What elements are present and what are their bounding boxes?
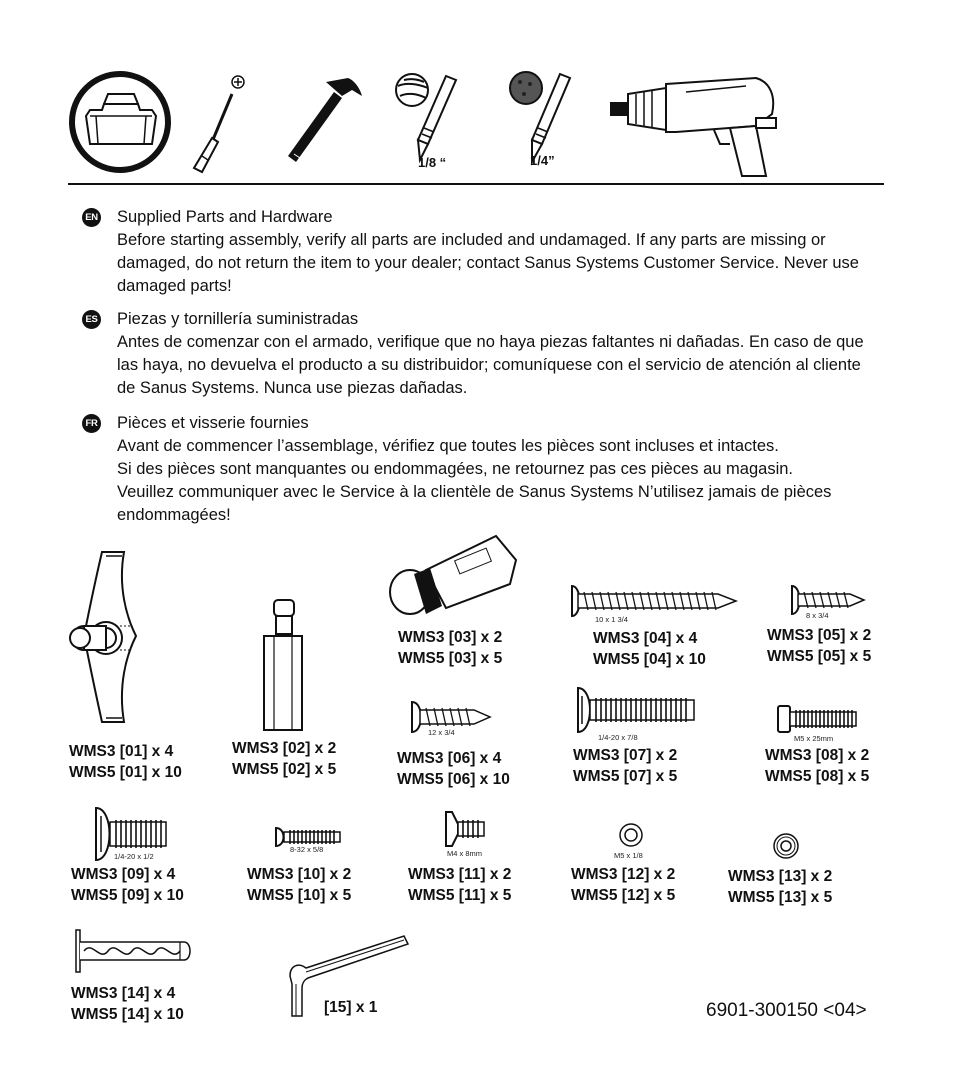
part-11-flat-screw-illustration bbox=[444, 810, 488, 848]
part-08-bolt-illustration bbox=[776, 704, 860, 734]
section-fr-title: Pièces et visserie fournies bbox=[117, 414, 309, 432]
part-12-size-tag: M5 x 1/8 bbox=[614, 851, 643, 860]
part-03-wms3-line: WMS3 [03] x 2 bbox=[398, 629, 503, 646]
part-04-size-tag: 10 x 1 3/4 bbox=[595, 615, 628, 624]
part-07-label bbox=[573, 745, 677, 787]
screwdriver-icon bbox=[188, 72, 248, 176]
power-drill-icon bbox=[606, 72, 784, 180]
part-11-wms5-line: WMS5 [11] x 5 bbox=[408, 887, 512, 904]
part-05-label bbox=[767, 625, 871, 667]
part-14-label bbox=[71, 983, 184, 1025]
language-badge-fr: FR bbox=[82, 414, 101, 433]
part-02-label bbox=[232, 738, 336, 780]
part-09-wms3-line: WMS3 [09] x 4 bbox=[71, 866, 176, 883]
part-11-wms3-line: WMS3 [11] x 2 bbox=[408, 866, 512, 883]
part-09-size-tag: 1/4-20 x 1/2 bbox=[114, 852, 154, 861]
part-10-size-tag: 8-32 x 5/8 bbox=[290, 845, 324, 854]
bit-size-small-label: 1/8 “ bbox=[418, 155, 447, 170]
language-badge-en: EN bbox=[82, 208, 101, 227]
section-en-title: Supplied Parts and Hardware bbox=[117, 208, 333, 226]
section-fr-body bbox=[117, 435, 877, 527]
part-06-label bbox=[397, 748, 510, 790]
part-04-label bbox=[593, 628, 706, 670]
part-10-wms5-line: WMS5 [10] x 5 bbox=[247, 887, 352, 904]
part-13-wms5-line: WMS5 [13] x 5 bbox=[728, 889, 833, 906]
section-en-body: Before starting assembly, verify all parts are included and undamaged. If any parts are missing or damaged, do not return the item to your dealer; contact Sanus Systems Customer Service. Never use damaged parts! bbox=[117, 231, 859, 295]
part-01-wms3-line: WMS3 [01] x 4 bbox=[69, 743, 174, 760]
part-12-washer-illustration bbox=[618, 822, 644, 848]
part-05-size-tag: 8 x 3/4 bbox=[806, 611, 829, 620]
part-02-standoff-illustration bbox=[256, 596, 310, 736]
part-05-wms5-line: WMS5 [05] x 5 bbox=[767, 648, 872, 665]
section-fr-body-line: Avant de commencer l’assemblage, vérifiez que toutes les pièces sont incluses et intactes. bbox=[117, 437, 779, 455]
part-10-label bbox=[247, 864, 351, 906]
part-07-wms3-line: WMS3 [07] x 2 bbox=[573, 747, 678, 764]
part-01-wms5-line: WMS5 [01] x 10 bbox=[69, 764, 182, 781]
part-03-connector-illustration bbox=[386, 530, 526, 620]
toolbox-icon bbox=[68, 70, 172, 174]
part-01-bracket-illustration bbox=[66, 546, 146, 732]
part-06-wms3-line: WMS3 [06] x 4 bbox=[397, 750, 502, 767]
section-fr-body-line: Veuillez communiquer avec le Service à la clientèle de Sanus Systems N’utilisez jamais de pièces endommagées! bbox=[117, 483, 832, 524]
part-04-wms3-line: WMS3 [04] x 4 bbox=[593, 630, 698, 647]
part-06-size-tag: 12 x 3/4 bbox=[428, 728, 455, 737]
part-12-label bbox=[571, 864, 675, 906]
part-03-wms5-line: WMS5 [03] x 5 bbox=[398, 650, 503, 667]
part-04-wms5-line: WMS5 [04] x 10 bbox=[593, 651, 706, 668]
tools-divider bbox=[68, 183, 884, 185]
section-fr-body-line: Si des pièces sont manquantes ou endommagées, ne retournez pas ces pièces au magasin. bbox=[117, 460, 793, 478]
part-07-bolt-illustration bbox=[574, 686, 700, 734]
part-14-wms3-line: WMS3 [14] x 4 bbox=[71, 985, 176, 1002]
part-15-quantity-line: [15] x 1 bbox=[324, 999, 378, 1016]
part-07-size-tag: 1/4-20 x 7/8 bbox=[598, 733, 638, 742]
part-06-wms5-line: WMS5 [06] x 10 bbox=[397, 771, 510, 788]
part-09-label bbox=[71, 864, 184, 906]
part-08-wms5-line: WMS5 [08] x 5 bbox=[765, 768, 870, 785]
part-10-wms3-line: WMS3 [10] x 2 bbox=[247, 866, 352, 883]
part-08-wms3-line: WMS3 [08] x 2 bbox=[765, 747, 870, 764]
document-number: 6901-300150 <04> bbox=[706, 1000, 867, 1021]
part-13-wms3-line: WMS3 [13] x 2 bbox=[728, 868, 833, 885]
part-09-wms5-line: WMS5 [09] x 10 bbox=[71, 887, 184, 904]
part-07-wms5-line: WMS5 [07] x 5 bbox=[573, 768, 678, 785]
part-14-anchor-illustration bbox=[72, 928, 194, 974]
part-14-wms5-line: WMS5 [14] x 10 bbox=[71, 1006, 184, 1023]
language-badge-es: ES bbox=[82, 310, 101, 329]
part-12-wms3-line: WMS3 [12] x 2 bbox=[571, 866, 676, 883]
part-11-label bbox=[408, 864, 511, 906]
part-05-wms3-line: WMS3 [05] x 2 bbox=[767, 627, 872, 644]
part-03-label bbox=[398, 627, 502, 669]
section-es-title: Piezas y tornillería suministradas bbox=[117, 310, 359, 328]
part-08-size-tag: M5 x 25mm bbox=[794, 734, 834, 743]
part-08-label bbox=[765, 745, 869, 787]
part-12-wms5-line: WMS5 [12] x 5 bbox=[571, 887, 676, 904]
part-02-wms5-line: WMS5 [02] x 5 bbox=[232, 761, 337, 778]
part-02-wms3-line: WMS3 [02] x 2 bbox=[232, 740, 337, 757]
part-15-label bbox=[324, 997, 377, 1018]
hammer-icon bbox=[282, 74, 366, 170]
part-01-label bbox=[69, 741, 182, 783]
part-13-lock-washer-illustration bbox=[772, 832, 800, 860]
part-13-label bbox=[728, 866, 832, 908]
section-es-body: Antes de comenzar con el armado, verifique que no haya piezas faltantes ni dañadas. En caso de que las haya, no devuelva el producto a su distribuidor; comuníquese con el servicio de atención al cliente de Sanus Systems. Nunca use piezas dañadas. bbox=[117, 333, 864, 397]
bit-size-large-label: 1/4” bbox=[530, 153, 555, 168]
part-11-size-tag: M4 x 8mm bbox=[447, 849, 483, 858]
